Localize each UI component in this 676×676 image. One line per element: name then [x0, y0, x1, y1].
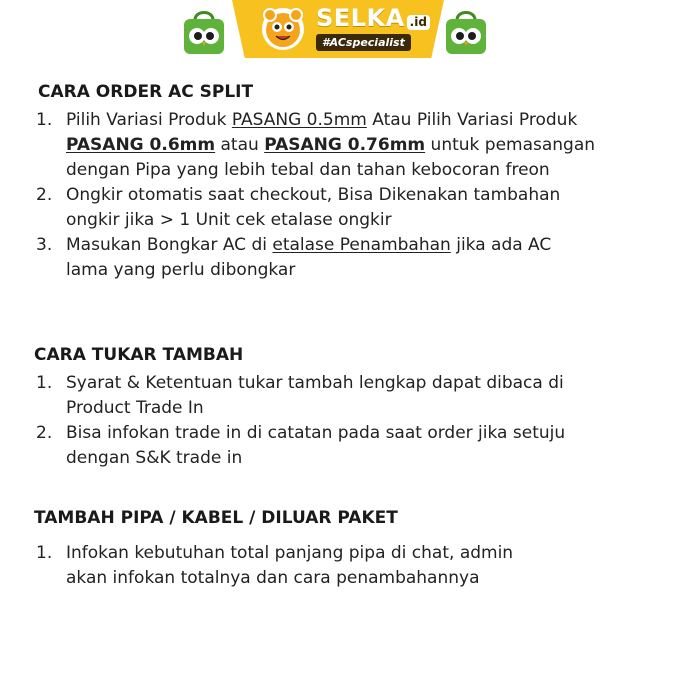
list-item — [36, 108, 596, 183]
order-steps-list — [36, 108, 596, 283]
mascot-icon — [258, 3, 308, 53]
list-text: Bisa infokan trade in di catatan pada saat order jika setuju dengan S&K trade in — [66, 423, 566, 468]
list-text: Infokan kebutuhan total panjang pipa di chat, admin akan infokan totalnya dan cara penambahannya — [66, 543, 514, 588]
variant-link-06mm: PASANG 0.6mm — [66, 135, 216, 155]
list-text: Pilih Variasi Produk PASANG 0.5mm Atau Pilih Variasi Produk PASANG 0.6mm atau PASANG 0.76mm untuk pemasangan dengan Pipa yang lebih tebal dan tahan kebocoran freon — [66, 110, 596, 180]
list-item — [36, 421, 576, 471]
header-banner — [0, 0, 676, 62]
section-title-extra-pipe: TAMBAH PIPA / KABEL / DILUAR PAKET — [34, 508, 398, 528]
list-number: 1. — [36, 110, 53, 130]
list-item — [36, 541, 556, 591]
brand-hashtag: #ACspecialist — [316, 34, 411, 51]
extra-pipe-list — [36, 541, 556, 591]
etalase-penambahan-link: etalase Penambahan — [272, 235, 451, 255]
variant-link-076mm: PASANG 0.76mm — [264, 135, 426, 155]
section-title-order: CARA ORDER AC SPLIT — [38, 82, 254, 102]
brand-name: SELKA — [316, 4, 405, 32]
shopping-bag-owl-icon — [182, 6, 226, 56]
list-number: 2. — [36, 423, 53, 443]
list-item — [36, 371, 576, 421]
brand-domain: .id — [407, 15, 430, 30]
list-item — [36, 233, 596, 283]
list-number: 1. — [36, 373, 53, 393]
variant-link-05mm: PASANG 0.5mm — [231, 110, 367, 130]
list-text: Ongkir otomatis saat checkout, Bisa Dikenakan tambahan ongkir jika > 1 Unit cek etalase ongkir — [66, 185, 561, 230]
list-text: Syarat & Ketentuan tukar tambah lengkap dapat dibaca di Product Trade In — [66, 373, 564, 418]
trade-in-list — [36, 371, 576, 471]
shopping-bag-owl-icon — [444, 6, 488, 56]
list-number: 3. — [36, 235, 53, 255]
list-number: 2. — [36, 185, 53, 205]
section-title-trade-in: CARA TUKAR TAMBAH — [34, 345, 244, 365]
list-number: 1. — [36, 543, 53, 563]
brand-logo — [316, 4, 430, 34]
list-text: Masukan Bongkar AC di etalase Penambahan jika ada AC lama yang perlu dibongkar — [66, 235, 552, 280]
list-item — [36, 183, 596, 233]
